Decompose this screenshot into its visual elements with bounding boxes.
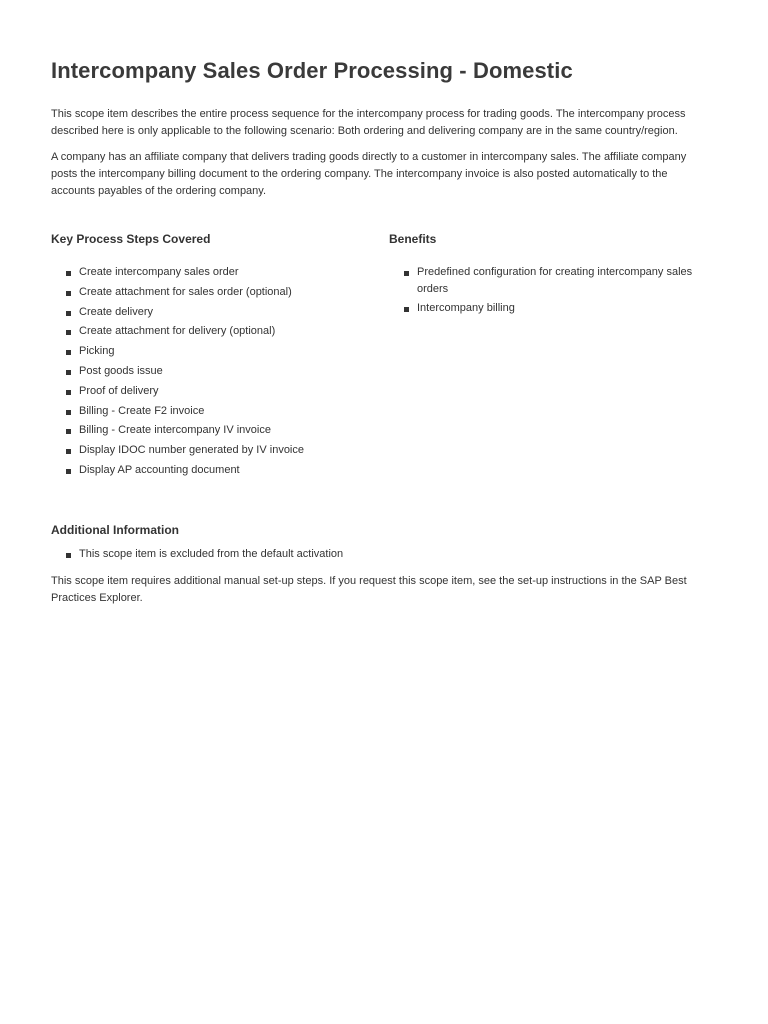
list-item xyxy=(51,462,389,479)
bullet-icon xyxy=(66,553,71,558)
intro-paragraph-2: A company has an affiliate company that delivers trading goods directly to a customer in intercompany sales. The affiliate company posts the intercompany billing document to the ordering company. The intercompany invoice is also posted automatically to the accounts payables of the ordering company. xyxy=(51,151,687,197)
list-item xyxy=(51,284,389,301)
list-item-label: Billing - Create intercompany IV invoice xyxy=(79,424,271,437)
page-title: Intercompany Sales Order Processing - Domestic xyxy=(51,58,573,83)
additional-information-section xyxy=(51,522,711,607)
bullet-icon xyxy=(66,410,71,415)
list-item xyxy=(389,300,711,317)
list-item xyxy=(51,546,711,563)
list-item xyxy=(51,343,389,360)
list-item-label: Create attachment for delivery (optional) xyxy=(79,325,276,338)
list-item-label: Proof of delivery xyxy=(79,384,159,397)
bullet-icon xyxy=(66,429,71,434)
list-item xyxy=(51,403,389,420)
list-item-label: Intercompany billing xyxy=(417,302,515,314)
setup-note: This scope item requires additional manual set-up steps. If you request this scope item, see the set-up instructions in the SAP Best Practices Explorer. xyxy=(51,574,687,604)
bullet-icon xyxy=(66,390,71,395)
list-item-label: Picking xyxy=(79,345,115,358)
bullet-icon xyxy=(404,307,409,312)
list-item xyxy=(51,442,389,459)
document-page xyxy=(51,56,711,607)
key-steps-list xyxy=(51,264,389,479)
additional-information-list xyxy=(51,546,711,563)
bullet-icon xyxy=(66,291,71,296)
bullet-icon xyxy=(66,370,71,375)
list-item xyxy=(51,264,389,281)
list-item-label: Create intercompany sales order xyxy=(79,266,239,278)
list-item xyxy=(51,422,389,439)
bullet-icon xyxy=(404,271,409,276)
list-item xyxy=(51,323,389,340)
list-item-label: Create attachment for sales order (optional) xyxy=(79,285,292,298)
key-steps-heading: Key Process Steps Covered xyxy=(51,232,211,246)
two-column-section xyxy=(51,231,711,482)
list-item-label: Predefined configuration for creating intercompany sales orders xyxy=(417,266,693,295)
additional-information-heading: Additional Information xyxy=(51,522,179,537)
benefits-heading: Benefits xyxy=(389,232,437,246)
list-item xyxy=(51,383,389,400)
bullet-icon xyxy=(66,271,71,276)
bullet-icon xyxy=(66,469,71,474)
list-item-label: Billing - Create F2 invoice xyxy=(79,404,205,417)
list-item xyxy=(51,304,389,321)
list-item xyxy=(51,363,389,380)
list-item xyxy=(389,264,711,298)
bullet-icon xyxy=(66,330,71,335)
list-item-label: Post goods issue xyxy=(79,364,163,377)
list-item-label: Display AP accounting document xyxy=(79,463,240,476)
bullet-icon xyxy=(66,350,71,355)
list-item-label: Create delivery xyxy=(79,305,153,318)
key-steps-column xyxy=(51,231,389,482)
intro-paragraph-1: This scope item describes the entire process sequence for the intercompany process for trading goods. The intercompany process described here is only applicable to the following scenario: Both ordering and delivering company are in the same country/region. xyxy=(51,108,686,137)
benefits-list xyxy=(389,264,711,317)
bullet-icon xyxy=(66,449,71,454)
benefits-column xyxy=(389,231,711,482)
list-item-label: This scope item is excluded from the default activation xyxy=(79,547,344,560)
bullet-icon xyxy=(66,311,71,316)
list-item-label: Display IDOC number generated by IV invoice xyxy=(79,444,304,457)
